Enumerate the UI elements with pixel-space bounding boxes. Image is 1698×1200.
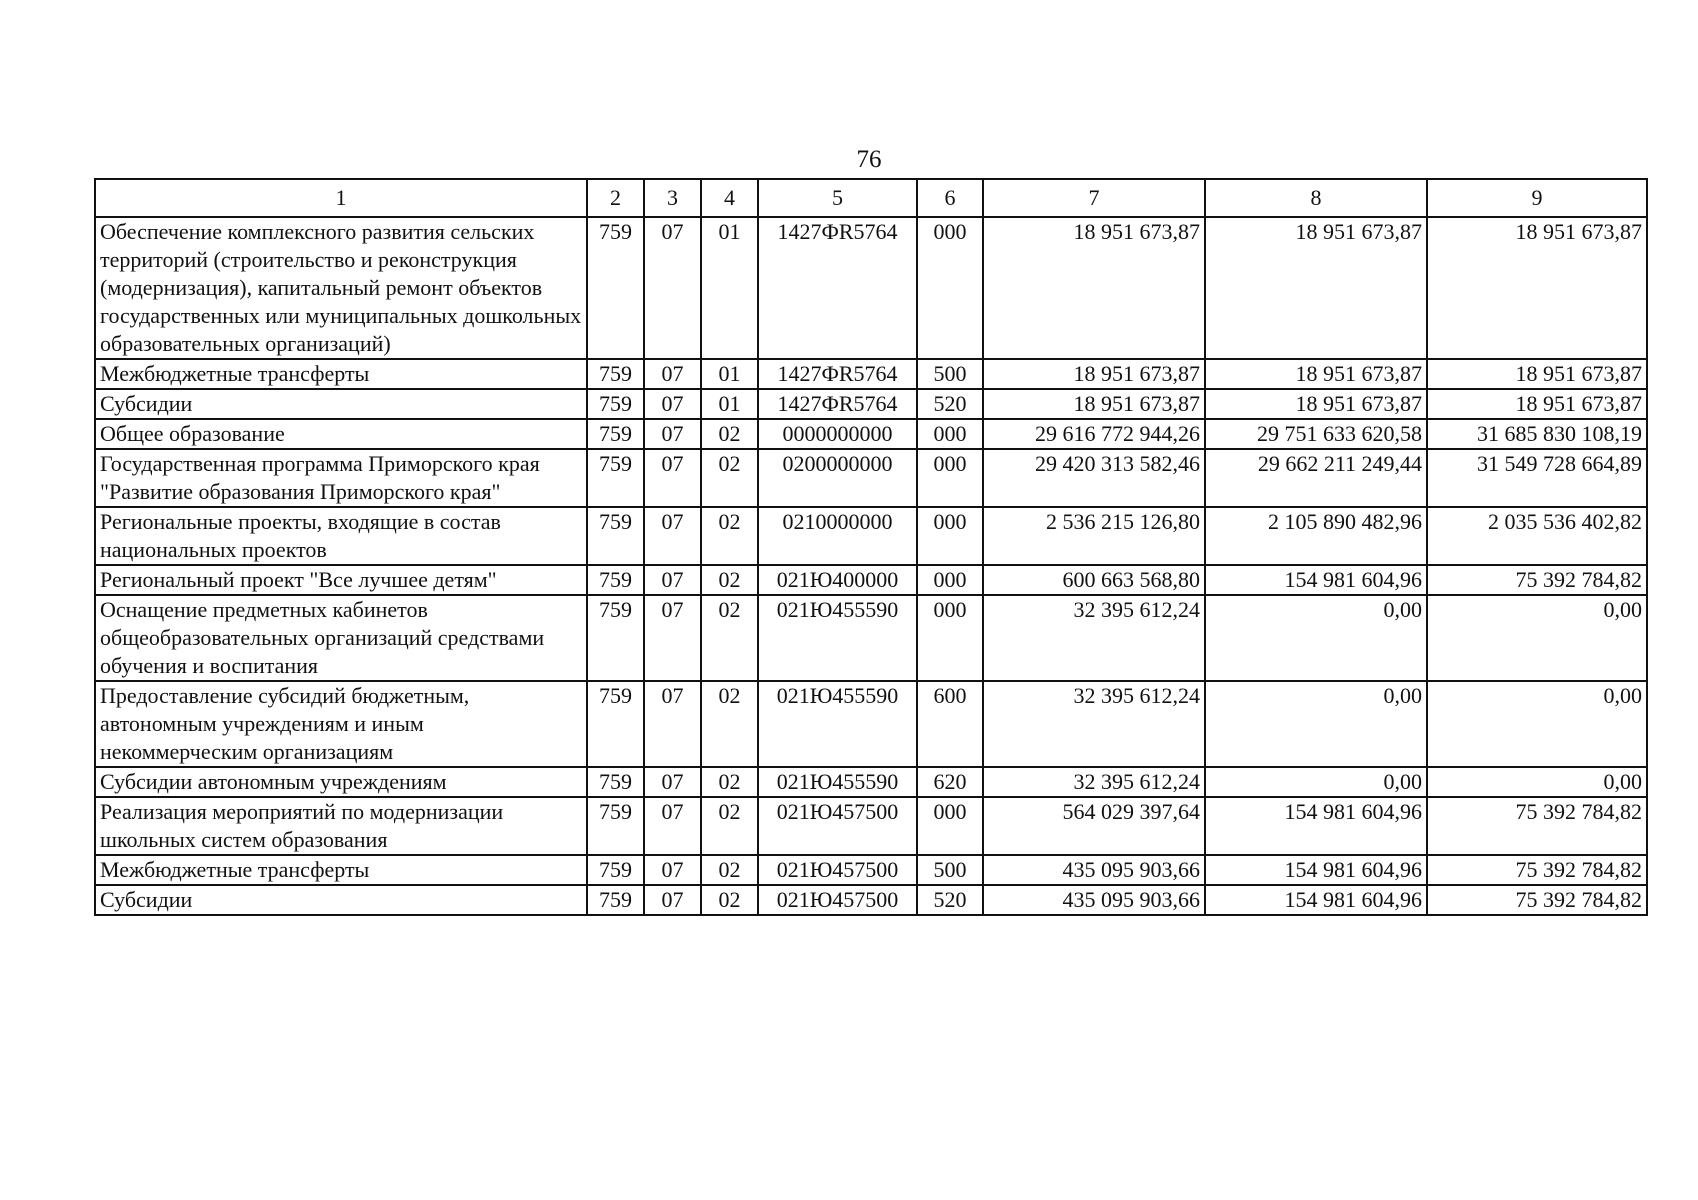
col2-code: 759 xyxy=(587,565,644,595)
table-body xyxy=(95,217,1647,915)
table-row xyxy=(95,389,1647,419)
amount-col7: 2 536 215 126,80 xyxy=(983,507,1205,565)
row-name: Межбюджетные трансферты xyxy=(95,855,587,885)
col4-code: 02 xyxy=(701,797,758,855)
amount-col7: 600 663 568,80 xyxy=(983,565,1205,595)
col2-code: 759 xyxy=(587,595,644,681)
row-name: Предоставление субсидий бюджетным, автономным учреждениям и иным некоммерческим организациям xyxy=(95,681,587,767)
amount-col9: 18 951 673,87 xyxy=(1427,217,1647,359)
col3-code: 07 xyxy=(644,855,701,885)
col2-code: 759 xyxy=(587,681,644,767)
amount-col8: 29 751 633 620,58 xyxy=(1205,419,1427,449)
row-name: Субсидии автономным учреждениям xyxy=(95,767,587,797)
target-article-code: 1427ФR5764 xyxy=(758,217,917,359)
row-name: Обеспечение комплексного развития сельских территорий (строительство и реконструкция (модернизация), капитальный ремонт объектов государственных или муниципальных дошкольных образовательных организаций) xyxy=(95,217,587,359)
col2-code: 759 xyxy=(587,389,644,419)
col3-code: 07 xyxy=(644,797,701,855)
target-article-code: 021Ю457500 xyxy=(758,885,917,915)
table-row xyxy=(95,767,1647,797)
amount-col7: 32 395 612,24 xyxy=(983,767,1205,797)
amount-col8: 154 981 604,96 xyxy=(1205,855,1427,885)
amount-col9: 31 685 830 108,19 xyxy=(1427,419,1647,449)
col4-code: 02 xyxy=(701,681,758,767)
expense-type-code: 000 xyxy=(917,595,983,681)
target-article-code: 1427ФR5764 xyxy=(758,359,917,389)
table-row xyxy=(95,681,1647,767)
page-number: 76 xyxy=(856,146,882,173)
amount-col9: 0,00 xyxy=(1427,595,1647,681)
col2-code: 759 xyxy=(587,507,644,565)
amount-col8: 0,00 xyxy=(1205,681,1427,767)
expense-type-code: 000 xyxy=(917,449,983,507)
amount-col8: 0,00 xyxy=(1205,595,1427,681)
amount-col9: 0,00 xyxy=(1427,767,1647,797)
col3-code: 07 xyxy=(644,565,701,595)
col4-code: 02 xyxy=(701,855,758,885)
col2-code: 759 xyxy=(587,885,644,915)
amount-col9: 75 392 784,82 xyxy=(1427,797,1647,855)
col3-code: 07 xyxy=(644,389,701,419)
amount-col8: 18 951 673,87 xyxy=(1205,217,1427,359)
col4-code: 02 xyxy=(701,507,758,565)
col2-code: 759 xyxy=(587,419,644,449)
header-row xyxy=(95,179,1647,217)
target-article-code: 021Ю457500 xyxy=(758,797,917,855)
column-header-7: 7 xyxy=(983,179,1205,217)
amount-col9: 75 392 784,82 xyxy=(1427,855,1647,885)
amount-col7: 18 951 673,87 xyxy=(983,217,1205,359)
row-name: Региональный проект "Все лучшее детям" xyxy=(95,565,587,595)
col3-code: 07 xyxy=(644,419,701,449)
amount-col8: 29 662 211 249,44 xyxy=(1205,449,1427,507)
col3-code: 07 xyxy=(644,359,701,389)
col4-code: 01 xyxy=(701,389,758,419)
target-article-code: 0200000000 xyxy=(758,449,917,507)
amount-col8: 154 981 604,96 xyxy=(1205,565,1427,595)
row-name: Субсидии xyxy=(95,885,587,915)
amount-col8: 0,00 xyxy=(1205,767,1427,797)
target-article-code: 021Ю455590 xyxy=(758,767,917,797)
amount-col8: 2 105 890 482,96 xyxy=(1205,507,1427,565)
col4-code: 02 xyxy=(701,419,758,449)
amount-col8: 154 981 604,96 xyxy=(1205,797,1427,855)
col4-code: 02 xyxy=(701,449,758,507)
row-name: Общее образование xyxy=(95,419,587,449)
row-name: Оснащение предметных кабинетов общеобразовательных организаций средствами обучения и воспитания xyxy=(95,595,587,681)
row-name: Межбюджетные трансферты xyxy=(95,359,587,389)
target-article-code: 021Ю455590 xyxy=(758,681,917,767)
table-row xyxy=(95,885,1647,915)
col2-code: 759 xyxy=(587,359,644,389)
column-header-3: 3 xyxy=(644,179,701,217)
col4-code: 01 xyxy=(701,359,758,389)
amount-col8: 154 981 604,96 xyxy=(1205,885,1427,915)
expense-type-code: 600 xyxy=(917,681,983,767)
table-row xyxy=(95,797,1647,855)
column-header-4: 4 xyxy=(701,179,758,217)
col2-code: 759 xyxy=(587,767,644,797)
table-row xyxy=(95,855,1647,885)
column-header-1: 1 xyxy=(95,179,587,217)
column-header-2: 2 xyxy=(587,179,644,217)
table-row xyxy=(95,565,1647,595)
amount-col7: 435 095 903,66 xyxy=(983,885,1205,915)
amount-col9: 18 951 673,87 xyxy=(1427,359,1647,389)
amount-col8: 18 951 673,87 xyxy=(1205,359,1427,389)
col3-code: 07 xyxy=(644,681,701,767)
col3-code: 07 xyxy=(644,595,701,681)
expense-type-code: 000 xyxy=(917,797,983,855)
col4-code: 02 xyxy=(701,595,758,681)
amount-col9: 0,00 xyxy=(1427,681,1647,767)
table-row xyxy=(95,507,1647,565)
expense-type-code: 000 xyxy=(917,507,983,565)
col4-code: 02 xyxy=(701,565,758,595)
col3-code: 07 xyxy=(644,507,701,565)
budget-table xyxy=(94,178,1648,916)
column-header-5: 5 xyxy=(758,179,917,217)
target-article-code: 021Ю400000 xyxy=(758,565,917,595)
table-row xyxy=(95,419,1647,449)
table-row xyxy=(95,449,1647,507)
amount-col9: 18 951 673,87 xyxy=(1427,389,1647,419)
amount-col7: 435 095 903,66 xyxy=(983,855,1205,885)
amount-col9: 31 549 728 664,89 xyxy=(1427,449,1647,507)
expense-type-code: 000 xyxy=(917,217,983,359)
target-article-code: 021Ю457500 xyxy=(758,855,917,885)
expense-type-code: 520 xyxy=(917,389,983,419)
target-article-code: 0210000000 xyxy=(758,507,917,565)
row-name: Государственная программа Приморского края "Развитие образования Приморского края" xyxy=(95,449,587,507)
target-article-code: 1427ФR5764 xyxy=(758,389,917,419)
amount-col7: 564 029 397,64 xyxy=(983,797,1205,855)
amount-col7: 32 395 612,24 xyxy=(983,595,1205,681)
col3-code: 07 xyxy=(644,449,701,507)
amount-col7: 18 951 673,87 xyxy=(983,359,1205,389)
column-header-8: 8 xyxy=(1205,179,1427,217)
expense-type-code: 000 xyxy=(917,419,983,449)
amount-col9: 75 392 784,82 xyxy=(1427,885,1647,915)
amount-col7: 29 420 313 582,46 xyxy=(983,449,1205,507)
col2-code: 759 xyxy=(587,449,644,507)
col3-code: 07 xyxy=(644,217,701,359)
target-article-code: 021Ю455590 xyxy=(758,595,917,681)
table-row xyxy=(95,595,1647,681)
column-header-6: 6 xyxy=(917,179,983,217)
amount-col9: 2 035 536 402,82 xyxy=(1427,507,1647,565)
col3-code: 07 xyxy=(644,885,701,915)
expense-type-code: 500 xyxy=(917,359,983,389)
target-article-code: 0000000000 xyxy=(758,419,917,449)
column-header-9: 9 xyxy=(1427,179,1647,217)
row-name: Субсидии xyxy=(95,389,587,419)
col3-code: 07 xyxy=(644,767,701,797)
amount-col9: 75 392 784,82 xyxy=(1427,565,1647,595)
row-name: Реализация мероприятий по модернизации школьных систем образования xyxy=(95,797,587,855)
amount-col7: 18 951 673,87 xyxy=(983,389,1205,419)
col4-code: 02 xyxy=(701,767,758,797)
col2-code: 759 xyxy=(587,797,644,855)
col4-code: 02 xyxy=(701,885,758,915)
table-row xyxy=(95,359,1647,389)
amount-col8: 18 951 673,87 xyxy=(1205,389,1427,419)
col2-code: 759 xyxy=(587,855,644,885)
expense-type-code: 500 xyxy=(917,855,983,885)
table-row xyxy=(95,217,1647,359)
amount-col7: 29 616 772 944,26 xyxy=(983,419,1205,449)
expense-type-code: 520 xyxy=(917,885,983,915)
amount-col7: 32 395 612,24 xyxy=(983,681,1205,767)
expense-type-code: 620 xyxy=(917,767,983,797)
row-name: Региональные проекты, входящие в состав национальных проектов xyxy=(95,507,587,565)
col4-code: 01 xyxy=(701,217,758,359)
col2-code: 759 xyxy=(587,217,644,359)
expense-type-code: 000 xyxy=(917,565,983,595)
